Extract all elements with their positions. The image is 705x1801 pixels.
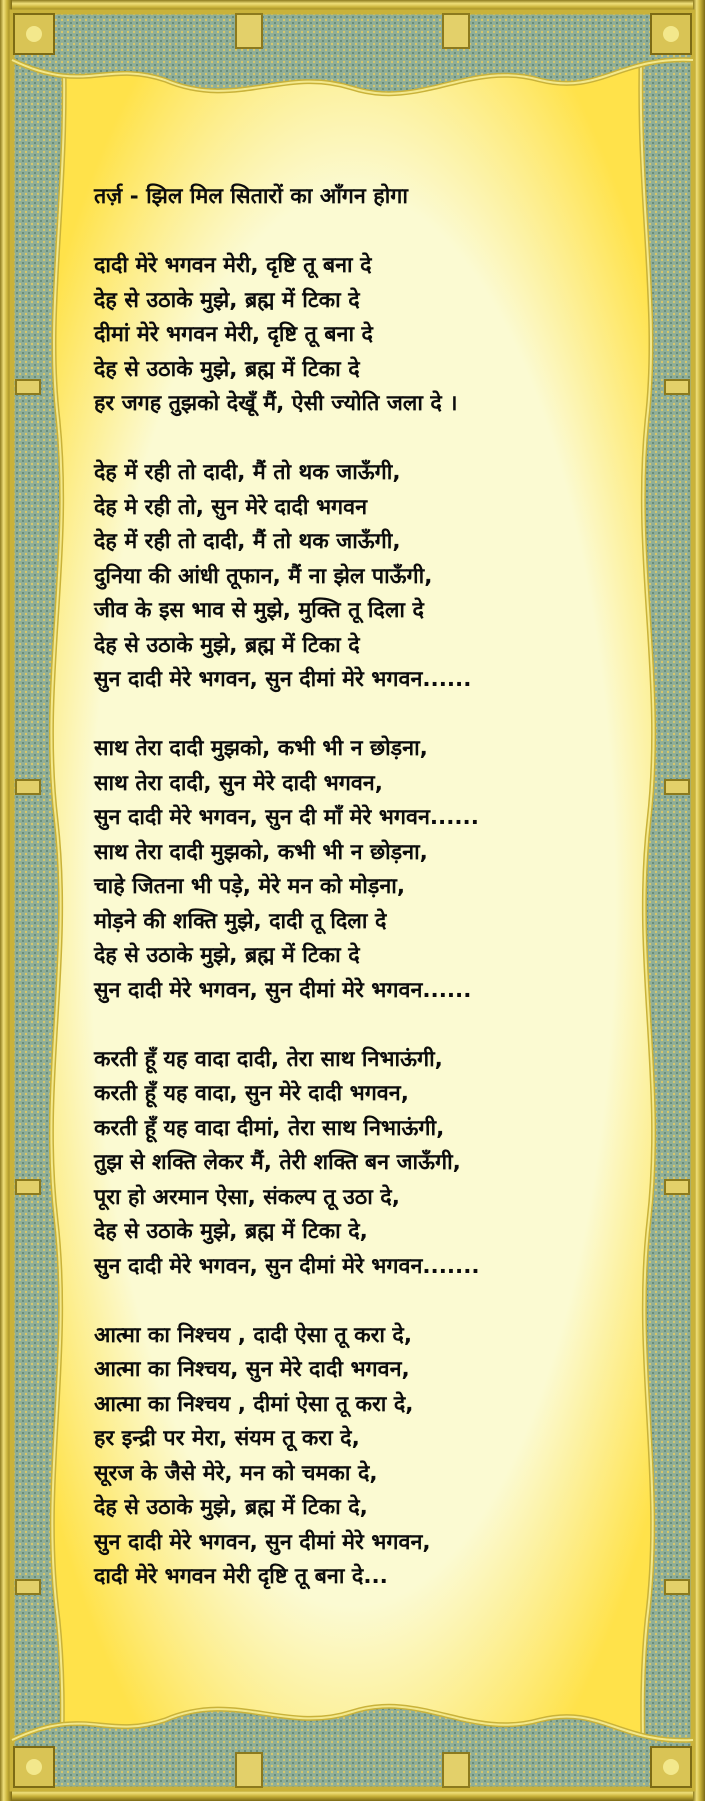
lyric-line: दुनिया की आंधी तूफान, मैं ना झेल पाऊँगी, xyxy=(94,563,433,589)
lyric-line: करती हूँ यह वादा, सुन मेरे दादी भगवन, xyxy=(94,1081,409,1106)
lyric-line: सुन दादी मेरे भगवन, सुन दीमां मेरे भगवन...... xyxy=(94,977,472,1003)
stanza-1 xyxy=(94,249,634,422)
lyric-line: पूरा हो अरमान ऐसा, संकल्प तू उठा दे, xyxy=(94,1184,400,1210)
lyric-line: मोड़ने की शक्ति मुझे, दादी तू दिला दे xyxy=(94,908,387,934)
lyric-line: जीव के इस भाव से मुझे, मुक्ति तू दिला दे xyxy=(94,598,424,623)
lyric-line: हर इन्द्री पर मेरा, संयम तू करा दे, xyxy=(94,1426,360,1451)
lyric-line: दीमां मेरे भगवन मेरी, दृष्टि तू बना दे xyxy=(94,322,373,347)
lyric-line: आत्मा का निश्चय , दादी ऐसा तू करा दे, xyxy=(94,1322,413,1348)
lyric-line: देह से उठाके मुझे, ब्रह्म में टिका दे, xyxy=(94,1219,368,1244)
lyric-line: सुन दादी मेरे भगवन, सुन दीमां मेरे भगवन, xyxy=(94,1529,431,1555)
lyric-line: हर जगह तुझको देखूँ मैं, ऐसी ज्योति जला दे । xyxy=(94,391,458,416)
lyric-line: सुन दादी मेरे भगवन, सुन दी माँ मेरे भगवन...... xyxy=(94,805,479,830)
lyric-line: देह में रही तो दादी, मैं तो थक जाऊँगी, xyxy=(94,460,401,485)
stanza-4 xyxy=(94,1043,634,1285)
stanza-3 xyxy=(94,732,634,1008)
lyric-line: सुन दादी मेरे भगवन, सुन दीमां मेरे भगवन...... xyxy=(94,667,472,692)
lyric-line: आत्मा का निश्चय, सुन मेरे दादी भगवन, xyxy=(94,1357,410,1382)
lyric-line: चाहे जितना भी पड़े, मेरे मन को मोड़ना, xyxy=(94,874,405,899)
lyric-line: सूरज के जैसे मेरे, मन को चमका दे, xyxy=(94,1460,378,1486)
stanza-5 xyxy=(94,1319,634,1595)
lyric-line: देह से उठाके मुझे, ब्रह्म में टिका दे xyxy=(94,943,360,968)
lyric-line: दादी मेरे भगवन मेरी, दृष्टि तू बना दे xyxy=(94,253,372,278)
lyric-line: दादी मेरे भगवन मेरी दृष्टि तू बना दे... xyxy=(94,1564,388,1589)
lyric-line: करती हूँ यह वादा दादी, तेरा साथ निभाऊंगी, xyxy=(94,1046,443,1072)
lyric-line: देह में रही तो दादी, मैं तो थक जाऊँगी, xyxy=(94,529,401,554)
stanza-2 xyxy=(94,456,634,698)
lyrics-area xyxy=(94,180,634,1595)
lyric-line: साथ तेरा दादी मुझको, कभी भी न छोड़ना, xyxy=(94,839,428,865)
lyric-line: करती हूँ यह वादा दीमां, तेरा साथ निभाऊंगी, xyxy=(94,1115,445,1141)
lyric-line: देह से उठाके मुझे, ब्रह्म में टिका दे xyxy=(94,632,360,658)
lyric-line: देह से उठाके मुझे, ब्रह्म में टिका दे, xyxy=(94,1495,368,1520)
lyric-line: आत्मा का निश्चय , दीमां ऐसा तू करा दे, xyxy=(94,1391,414,1417)
lyric-line: देह से उठाके मुझे, ब्रह्म में टिका दे xyxy=(94,287,360,313)
lyric-line: देह से उठाके मुझे, ब्रह्म में टिका दे xyxy=(94,356,360,382)
lyric-line: देह मे रही तो, सुन मेरे दादी भगवन xyxy=(94,494,368,520)
lyric-line: साथ तेरा दादी मुझको, कभी भी न छोड़ना, xyxy=(94,736,428,761)
lyric-line: तुझ से शक्ति लेकर मैं, तेरी शक्ति बन जाऊँगी, xyxy=(94,1150,461,1175)
tune-line: तर्ज़ - झिल मिल सितारों का आँगन होगा xyxy=(94,184,408,209)
lyric-line: साथ तेरा दादी, सुन मेरे दादी भगवन, xyxy=(94,770,383,796)
lyric-line: सुन दादी मेरे भगवन, सुन दीमां मेरे भगवन....... xyxy=(94,1253,480,1279)
